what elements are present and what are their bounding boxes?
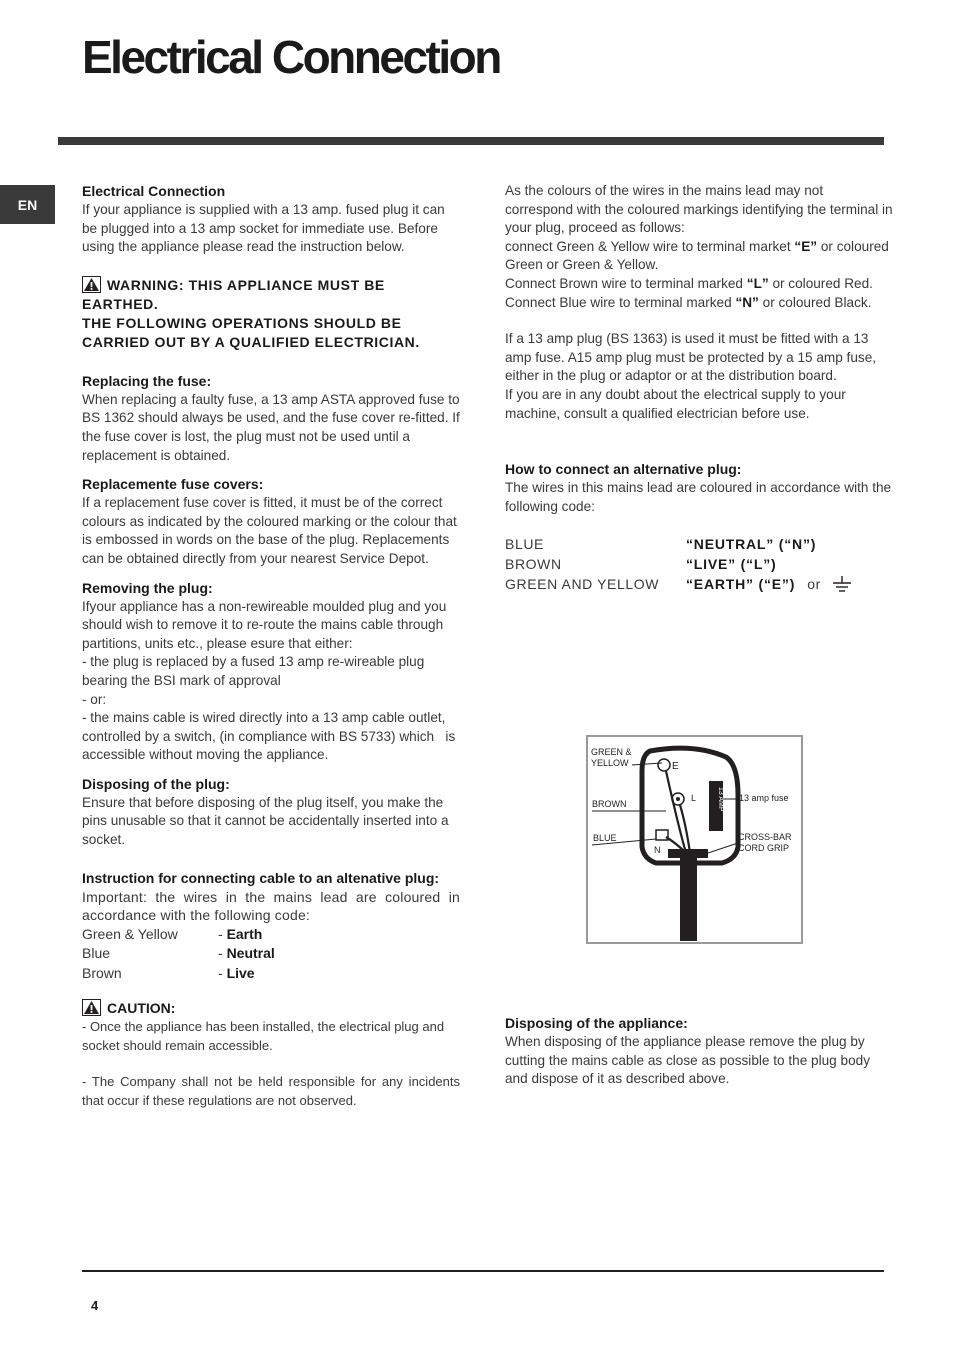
code-terminal: Neutral xyxy=(226,945,275,962)
alt-code: “EARTH” (“E”) xyxy=(686,576,796,593)
alt-plug-heading: How to connect an alternative plug: xyxy=(505,461,742,478)
warning-line1: WARNING: THIS APPLIANCE MUST BE EARTHED. xyxy=(82,276,385,312)
page-title: Electrical Connection xyxy=(82,31,500,83)
alt-code-row xyxy=(505,534,893,554)
removing-plug-item2: - the mains cable is wired directly into a 13 amp cable outlet, controlled by a switch, (in compliance with BS 5733) which is accessible without moving the appliance. xyxy=(82,710,460,763)
code-row: Green & Yellow - Earth xyxy=(82,925,460,945)
disposing-plug-body: Ensure that before disposing of the plug itself, you make the pins unusable so that it cannot be accidentally inserted into a socket. xyxy=(82,794,449,848)
label-brown: BROWN xyxy=(592,799,627,809)
intro-heading: Electrical Connection xyxy=(82,183,226,199)
earth-symbol-icon xyxy=(831,575,853,593)
disposing-plug-heading: Disposing of the plug: xyxy=(82,775,230,792)
blue-mark: “N” xyxy=(735,294,759,310)
earth-terminal xyxy=(658,759,670,771)
blue-text-b: or coloured Black. xyxy=(758,294,872,310)
warning-icon xyxy=(82,999,101,1016)
footer-rule xyxy=(82,1270,884,1272)
alt-code-row xyxy=(505,574,893,594)
intro-body: If your appliance is supplied with a 13 amp. fused plug it can be plugged into a 13 amp socket for immediate use. Before using the appliance please read the instruction below. xyxy=(82,202,445,255)
label-blue: BLUE xyxy=(593,833,617,843)
code-row: Brown - Live xyxy=(82,964,460,984)
warning-icon xyxy=(82,276,101,293)
code-wire: Brown xyxy=(82,964,122,981)
cord-grip xyxy=(668,849,708,858)
warning-block xyxy=(82,276,460,314)
disposing-appliance-body: When disposing of the appliance please remove the plug by cutting the mains cable as close as possible to the plug body and dispose of it as described above. xyxy=(505,1034,870,1087)
mains-cable xyxy=(680,855,697,941)
removing-plug-heading: Removing the plug: xyxy=(82,579,213,596)
caution-heading-line xyxy=(82,999,460,1018)
colours-intro: As the colours of the wires in the mains lead may not correspond with the coloured markings identifying the terminal in your plug, proceed as follows: xyxy=(505,183,893,236)
disposing-appliance-heading: Disposing of the appliance: xyxy=(505,1015,688,1031)
alt-wire: GREEN AND YELLOW xyxy=(505,576,660,593)
label-fuse: 13 amp fuse xyxy=(739,793,789,803)
caution-item2: - The Company shall not be held responsible for any incidents that occur if these regulations are not observed. xyxy=(82,1074,460,1108)
replacing-fuse-heading: Replacing the fuse: xyxy=(82,372,212,389)
green-instruction xyxy=(505,238,893,275)
code-terminal: Earth xyxy=(226,925,263,942)
fuse-text: 13 AMP xyxy=(717,787,724,812)
removing-plug-or: - or: xyxy=(82,691,107,707)
alt-plug-body: The wires in this mains lead are coloured in accordance with the following code: xyxy=(505,480,892,514)
brown-instruction xyxy=(505,275,893,294)
instruction-heading: Instruction for connecting cable to an altenative plug: xyxy=(82,869,440,886)
caution-item1: - Once the appliance has been installed, the electrical plug and socket should remain accessible. xyxy=(82,1019,445,1053)
language-tab: EN xyxy=(0,185,55,224)
label-grip-1: CROSS-BAR xyxy=(738,832,792,842)
plug-wiring-diagram xyxy=(586,735,803,944)
label-green-yellow-2: YELLOW xyxy=(591,758,629,768)
mark-e: E xyxy=(672,761,679,772)
alt-extra: or xyxy=(807,576,821,593)
code-wire: Green & Yellow xyxy=(82,925,178,942)
alt-code-row xyxy=(505,554,893,574)
green-text-a: connect Green & Yellow wire to terminal market xyxy=(505,238,795,254)
removing-plug-item1: - the plug is replaced by a fused 13 amp re-wireable plug bearing the BSI mark of approval xyxy=(82,654,444,688)
title-rule xyxy=(58,137,884,145)
right-column xyxy=(505,182,893,594)
removing-plug-body: Ifyour appliance has a non-rewireable moulded plug and you should wish to remove it to re-route the mains cable through partitions, units etc., please esure that either: xyxy=(82,598,447,651)
brown-text-a: Connect Brown wire to terminal marked xyxy=(505,275,747,291)
instruction-body: Important: the wires in the mains lead are coloured in accordance with the following code: xyxy=(82,888,460,924)
caution-heading: CAUTION: xyxy=(107,1000,176,1017)
alt-wire: BLUE xyxy=(505,536,544,553)
green-mark: “E” xyxy=(794,238,818,254)
label-green-yellow-1: GREEN & xyxy=(591,747,632,757)
brown-mark: “L” xyxy=(746,275,769,291)
blue-instruction xyxy=(505,294,893,313)
plug-13a-text: If a 13 amp plug (BS 1363) is used it must be fitted with a 13 amp fuse. A15 amp plug must be protected by a 15 amp fuse, either in the plug or adaptor or at the distribution board. xyxy=(505,331,877,384)
alt-code: “LIVE” (“L”) xyxy=(686,556,777,573)
code-wire: Blue xyxy=(82,945,111,962)
alt-code: “NEUTRAL” (“N”) xyxy=(686,536,817,553)
green-text-b: or coloured Green or Green & Yellow. xyxy=(505,238,889,273)
replacing-fuse-body: When replacing a faulty fuse, a 13 amp ASTA approved fuse to BS 1362 should always be used, and the fuse cover re-fitted. If the fuse cover is lost, the plug must not be used until a replacement is obtained. xyxy=(82,391,460,463)
left-column xyxy=(82,182,460,1110)
fuse-covers-body: If a replacement fuse cover is fitted, it must be of the correct colours as indicated by the coloured marking or the colour that is embossed in words on the base of the plug. Replacements can be obtained directly from your nearest Service Depot. xyxy=(82,495,457,566)
brown-text-b: or coloured Red. xyxy=(768,275,873,291)
fuse-covers-heading: Replacemente fuse covers: xyxy=(82,476,264,493)
label-grip-2: CORD GRIP xyxy=(738,843,790,853)
code-terminal: Live xyxy=(226,964,255,981)
mark-l: L xyxy=(691,793,697,803)
doubt-text: If you are in any doubt about the electrical supply to your machine, consult a qualified electrician before use. xyxy=(505,386,846,421)
disposing-appliance-section xyxy=(505,1014,893,1089)
page-number: 4 xyxy=(91,1298,99,1313)
blue-text-a: Connect Blue wire to terminal marked xyxy=(505,294,736,310)
neutral-terminal xyxy=(656,830,668,840)
alt-wire: BROWN xyxy=(505,556,562,573)
warning-line2: THE FOLLOWING OPERATIONS SHOULD BE CARRIED OUT BY A QUALIFIED ELECTRICIAN. xyxy=(82,314,420,350)
code-row: Blue - Neutral xyxy=(82,944,460,964)
mark-n: N xyxy=(654,845,661,855)
